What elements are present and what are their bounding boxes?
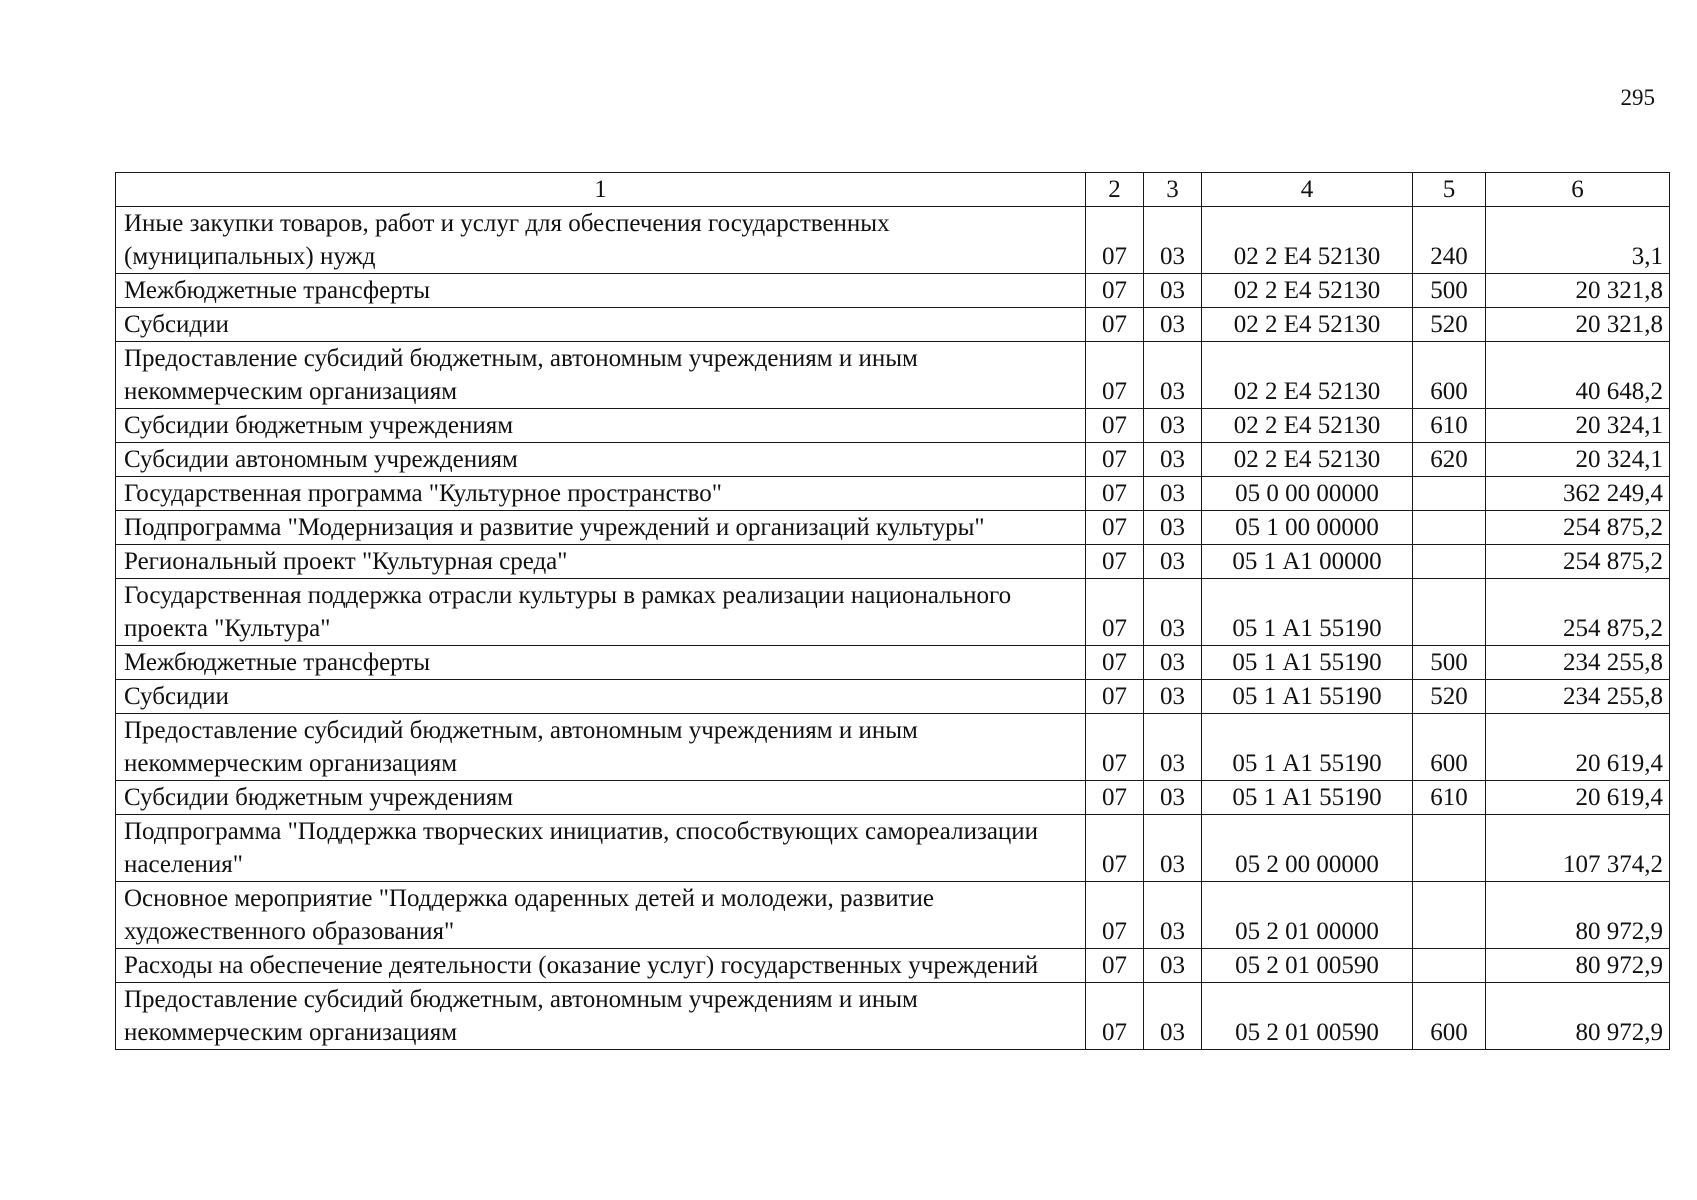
expense-name-cell: Государственная программа "Культурное пространство" — [116, 477, 1086, 511]
expense-name-cell: Иные закупки товаров, работ и услуг для обеспечения государственных (муниципальных) нужд — [116, 207, 1086, 274]
target-code-cell: 02 2 Е4 52130 — [1202, 274, 1413, 308]
target-code-cell: 02 2 Е4 52130 — [1202, 207, 1413, 274]
target-code-cell: 05 1 А1 55190 — [1202, 714, 1413, 781]
subsection-cell: 03 — [1144, 579, 1202, 646]
target-code-cell: 02 2 Е4 52130 — [1202, 443, 1413, 477]
subsection-cell: 03 — [1144, 545, 1202, 579]
section-cell: 07 — [1086, 274, 1144, 308]
expense-type-cell: 240 — [1413, 207, 1486, 274]
expense-type-cell: 610 — [1413, 409, 1486, 443]
amount-cell: 20 619,4 — [1486, 781, 1670, 815]
expense-name-cell: Предоставление субсидий бюджетным, автономным учреждениям и иным некоммерческим организациям — [116, 342, 1086, 409]
column-header-2: 2 — [1086, 173, 1144, 207]
expense-name-cell: Региональный проект "Культурная среда" — [116, 545, 1086, 579]
subsection-cell: 03 — [1144, 680, 1202, 714]
expense-type-cell — [1413, 579, 1486, 646]
section-cell: 07 — [1086, 882, 1144, 949]
section-cell: 07 — [1086, 443, 1144, 477]
expense-name-cell: Подпрограмма "Поддержка творческих инициатив, способствующих самореализации населения" — [116, 815, 1086, 882]
table-row — [116, 511, 1670, 545]
target-code-cell: 05 1 А1 55190 — [1202, 646, 1413, 680]
subsection-cell: 03 — [1144, 949, 1202, 983]
subsection-cell: 03 — [1144, 646, 1202, 680]
column-header-1: 1 — [116, 173, 1086, 207]
expense-name-cell: Межбюджетные трансферты — [116, 646, 1086, 680]
section-cell: 07 — [1086, 409, 1144, 443]
expense-name-cell: Межбюджетные трансферты — [116, 274, 1086, 308]
expense-name-cell: Субсидии — [116, 680, 1086, 714]
table-row — [116, 207, 1670, 274]
expense-name-cell: Предоставление субсидий бюджетным, автономным учреждениям и иным некоммерческим организациям — [116, 714, 1086, 781]
table-row — [116, 781, 1670, 815]
table-row — [116, 646, 1670, 680]
expense-name-cell: Субсидии бюджетным учреждениям — [116, 781, 1086, 815]
section-cell: 07 — [1086, 983, 1144, 1050]
target-code-cell: 05 1 А1 55190 — [1202, 680, 1413, 714]
amount-cell: 107 374,2 — [1486, 815, 1670, 882]
amount-cell: 254 875,2 — [1486, 511, 1670, 545]
subsection-cell: 03 — [1144, 409, 1202, 443]
table-row — [116, 443, 1670, 477]
amount-cell: 20 324,1 — [1486, 409, 1670, 443]
table-row — [116, 680, 1670, 714]
target-code-cell: 05 2 01 00590 — [1202, 983, 1413, 1050]
expense-type-cell: 610 — [1413, 781, 1486, 815]
expense-type-cell: 600 — [1413, 342, 1486, 409]
column-header-5: 5 — [1413, 173, 1486, 207]
subsection-cell: 03 — [1144, 342, 1202, 409]
amount-cell: 40 648,2 — [1486, 342, 1670, 409]
amount-cell: 234 255,8 — [1486, 646, 1670, 680]
target-code-cell: 05 2 00 00000 — [1202, 815, 1413, 882]
subsection-cell: 03 — [1144, 714, 1202, 781]
section-cell: 07 — [1086, 579, 1144, 646]
target-code-cell: 05 0 00 00000 — [1202, 477, 1413, 511]
amount-cell: 362 249,4 — [1486, 477, 1670, 511]
amount-cell: 20 324,1 — [1486, 443, 1670, 477]
section-cell: 07 — [1086, 714, 1144, 781]
section-cell: 07 — [1086, 949, 1144, 983]
expense-type-cell — [1413, 545, 1486, 579]
table-row — [116, 714, 1670, 781]
amount-cell: 80 972,9 — [1486, 983, 1670, 1050]
expense-name-cell: Субсидии — [116, 308, 1086, 342]
section-cell: 07 — [1086, 207, 1144, 274]
target-code-cell: 02 2 Е4 52130 — [1202, 342, 1413, 409]
expense-type-cell — [1413, 477, 1486, 511]
expense-name-cell: Расходы на обеспечение деятельности (оказание услуг) государственных учреждений — [116, 949, 1086, 983]
expense-type-cell: 520 — [1413, 680, 1486, 714]
amount-cell: 80 972,9 — [1486, 882, 1670, 949]
section-cell: 07 — [1086, 477, 1144, 511]
expense-type-cell — [1413, 882, 1486, 949]
subsection-cell: 03 — [1144, 477, 1202, 511]
table-row — [116, 949, 1670, 983]
expense-type-cell: 600 — [1413, 714, 1486, 781]
subsection-cell: 03 — [1144, 308, 1202, 342]
subsection-cell: 03 — [1144, 815, 1202, 882]
column-header-6: 6 — [1486, 173, 1670, 207]
section-cell: 07 — [1086, 781, 1144, 815]
table-row — [116, 882, 1670, 949]
expense-name-cell: Субсидии автономным учреждениям — [116, 443, 1086, 477]
section-cell: 07 — [1086, 511, 1144, 545]
expense-type-cell: 620 — [1413, 443, 1486, 477]
column-header-3: 3 — [1144, 173, 1202, 207]
section-cell: 07 — [1086, 308, 1144, 342]
target-code-cell: 05 1 А1 00000 — [1202, 545, 1413, 579]
table-body — [116, 207, 1670, 1050]
expense-name-cell: Государственная поддержка отрасли культуры в рамках реализации национального проекта "Культура" — [116, 579, 1086, 646]
target-code-cell: 05 2 01 00590 — [1202, 949, 1413, 983]
table-row — [116, 274, 1670, 308]
target-code-cell: 05 1 00 00000 — [1202, 511, 1413, 545]
section-cell: 07 — [1086, 815, 1144, 882]
subsection-cell: 03 — [1144, 882, 1202, 949]
target-code-cell: 02 2 Е4 52130 — [1202, 308, 1413, 342]
subsection-cell: 03 — [1144, 781, 1202, 815]
amount-cell: 254 875,2 — [1486, 579, 1670, 646]
target-code-cell: 05 1 А1 55190 — [1202, 781, 1413, 815]
target-code-cell: 02 2 Е4 52130 — [1202, 409, 1413, 443]
section-cell: 07 — [1086, 646, 1144, 680]
table-header — [116, 173, 1670, 207]
target-code-cell: 05 1 А1 55190 — [1202, 579, 1413, 646]
subsection-cell: 03 — [1144, 207, 1202, 274]
amount-cell: 20 619,4 — [1486, 714, 1670, 781]
table-row — [116, 579, 1670, 646]
table-row — [116, 815, 1670, 882]
table-row — [116, 409, 1670, 443]
amount-cell: 254 875,2 — [1486, 545, 1670, 579]
expense-type-cell: 500 — [1413, 646, 1486, 680]
table-row — [116, 983, 1670, 1050]
subsection-cell: 03 — [1144, 274, 1202, 308]
expense-type-cell: 520 — [1413, 308, 1486, 342]
expense-type-cell — [1413, 511, 1486, 545]
column-header-4: 4 — [1202, 173, 1413, 207]
table-row — [116, 545, 1670, 579]
target-code-cell: 05 2 01 00000 — [1202, 882, 1413, 949]
subsection-cell: 03 — [1144, 983, 1202, 1050]
expense-type-cell: 600 — [1413, 983, 1486, 1050]
amount-cell: 20 321,8 — [1486, 308, 1670, 342]
amount-cell: 20 321,8 — [1486, 274, 1670, 308]
expense-name-cell: Основное мероприятие "Поддержка одаренных детей и молодежи, развитие художественного образования" — [116, 882, 1086, 949]
subsection-cell: 03 — [1144, 443, 1202, 477]
expense-type-cell — [1413, 949, 1486, 983]
subsection-cell: 03 — [1144, 511, 1202, 545]
page-number: 295 — [1620, 85, 1655, 110]
header-row — [116, 173, 1670, 207]
expense-name-cell: Подпрограмма "Модернизация и развитие учреждений и организаций культуры" — [116, 511, 1086, 545]
section-cell: 07 — [1086, 680, 1144, 714]
table-row — [116, 342, 1670, 409]
amount-cell: 3,1 — [1486, 207, 1670, 274]
budget-table — [115, 172, 1670, 1050]
expense-type-cell — [1413, 815, 1486, 882]
section-cell: 07 — [1086, 342, 1144, 409]
amount-cell: 80 972,9 — [1486, 949, 1670, 983]
amount-cell: 234 255,8 — [1486, 680, 1670, 714]
table-row — [116, 308, 1670, 342]
expense-name-cell: Предоставление субсидий бюджетным, автономным учреждениям и иным некоммерческим организациям — [116, 983, 1086, 1050]
section-cell: 07 — [1086, 545, 1144, 579]
expense-type-cell: 500 — [1413, 274, 1486, 308]
expense-name-cell: Субсидии бюджетным учреждениям — [116, 409, 1086, 443]
table-row — [116, 477, 1670, 511]
